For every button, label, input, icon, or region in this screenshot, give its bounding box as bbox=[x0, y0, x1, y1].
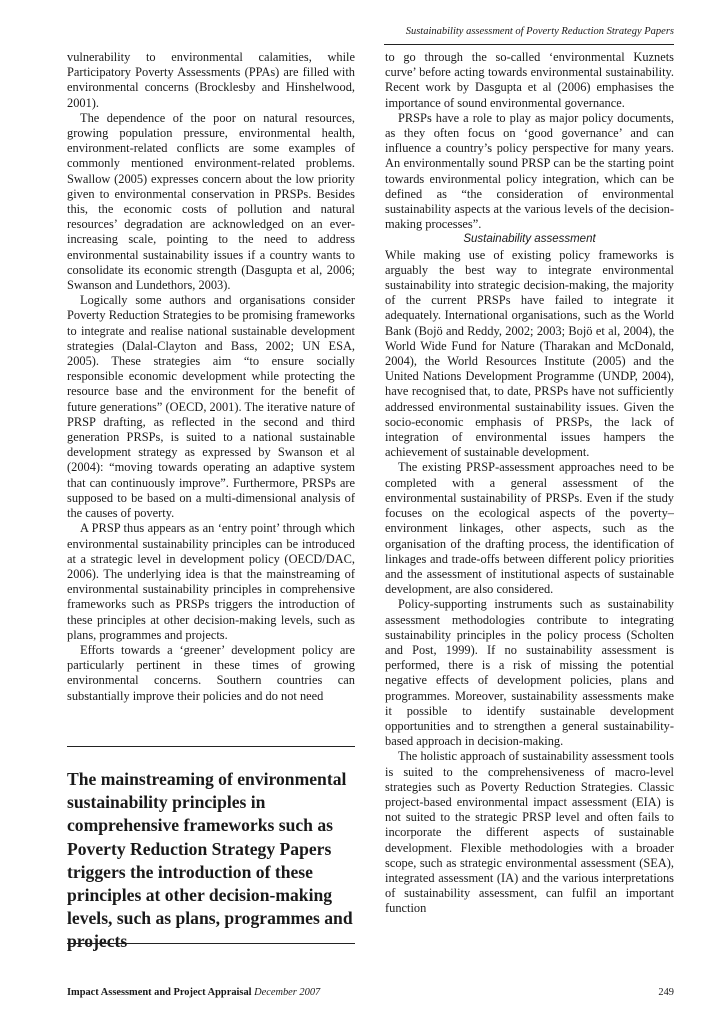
header-rule bbox=[384, 44, 674, 45]
pullquote-top-rule bbox=[67, 746, 355, 747]
right-paragraph-6: The holistic approach of sustainability assessment tools is suited to the comprehensiveness of macro-level strategies such as Poverty Reduction Strategies. Classic project-based environmental impact assessment (EIA) is not suited to the strategic PRSP level and often fails to incorporate the different aspects of sustainable development. Flexible methodologies with a broader scope, such as strategic environmental assessment (SEA), integrated assessment (IA) and the various interpretations of sustainability assessment, can fulfil an important function bbox=[385, 749, 674, 916]
left-paragraph-1: vulnerability to environmental calamities, while Participatory Poverty Assessments (PPAs) are filled with environmental concerns (Brocklesby and Hinshelwood, 2001). bbox=[67, 50, 355, 110]
right-paragraph-3: While making use of existing policy frameworks is arguably the best way to integrate environmental sustainability into strategic decision-making, the majority of the current PRSPs have failed to integrate it adequately. International organisations, such as the World Bank (Bojö and Reddy, 2002; 2003; Bojö et al, 2004), the World Wide Fund for Nature (Tharakan and McDonald, 2004), the World Resources Institute (2005) and the United Nations Development Programme (UNDP, 2004), have recognised that, to date, PRSPs have not sufficiently addressed environmental sustainability issues. Given the socio-economic emphasis of PRSPs, the lack of integration of environmental issues hampers the achievement of sustainable development. bbox=[385, 247, 674, 460]
left-paragraph-5: Efforts towards a ‘greener’ development policy are particularly pertinent in these times of growing environmental concerns. Southern countries can substantially improve their policies and do not need bbox=[67, 642, 355, 703]
footer-journal-title: Impact Assessment and Project Appraisal bbox=[67, 987, 255, 998]
right-paragraph-1: to go through the so-called ‘environmental Kuznets curve’ before acting towards environmental sustainability. Recent work by Dasgupta et al (2006) emphasises the importance of sound environmental governance. bbox=[385, 50, 674, 110]
left-paragraph-2: The dependence of the poor on natural resources, growing population pressure, environmental health, environment-related conflicts are some examples of commonly mentioned environment-related problems. Swallow (2005) expresses concern about the low priority given to environmental conservation in PRSPs. Besides this, the economic costs of pollution and natural resources’ degradation are acknowledged on an ever-increasing scale, pointing to the need to address environmental sustainability issues if a country wants to consolidate its economic strength (Dasgupta et al, 2006; Swanson and Lundethors, 2003). bbox=[67, 110, 355, 293]
running-head: Sustainability assessment of Poverty Reduction Strategy Papers bbox=[405, 26, 674, 37]
left-column bbox=[67, 50, 355, 704]
section-heading: Sustainability assessment bbox=[463, 233, 596, 246]
pullquote-bottom-rule bbox=[67, 943, 355, 944]
right-paragraph-4: The existing PRSP-assessment approaches need to be completed with a general assessment of the environmental sustainability of PRSPs. Even if the study focuses on the ecological aspects of the poverty–environment linkages, other aspects, such as the organisation of the drafting process, the identification of linkages and trade-offs between different policy priorities and the assessment of institutional aspects of sustainable development, are also considered. bbox=[385, 460, 674, 597]
right-paragraph-5: Policy-supporting instruments such as sustainability assessment methodologies contribute to integrating sustainability principles in the policy process (Scholten and Post, 1999). If no sustainability assessment is performed, there is a risk of missing the potential negative effects of development policies, plans and programmes. Moreover, sustainability assessments make it possible to identify sustainable development opportunities and to strengthen a general sustainability-based approach in decision-making. bbox=[385, 597, 674, 749]
left-paragraph-3: Logically some authors and organisations consider Poverty Reduction Strategies to be promising frameworks to integrate and realise national sustainable development strategies (Dalal-Clayton and Bass, 2002; UN ESA, 2005). These strategies aim “to ensure socially responsible economic development while protecting the resource base and the environment for the benefit of future generations” (OECD, 2001). The iterative nature of PRSP drafting, as reflected in the second and third generation PRSPs, is suited to a national sustainable development strategy as expressed by Swanson et al (2004): “moving towards operating an adaptive system that can continuously improve”. Furthermore, PRSPs are supposed to be based on a multi-dimensional analysis of the causes of poverty. bbox=[67, 293, 355, 521]
footer-journal bbox=[67, 987, 320, 998]
page-number: 249 bbox=[658, 987, 674, 998]
right-paragraph-2: PRSPs have a role to play as major policy documents, as they often focus on ‘good governance’ and can influence a country’s policy perspective for many years. An environmentally sound PRSP can be the starting point towards environmental policy integration, which can be defined as “the consideration of environmental sustainability aspects at the various levels of the decision-making processes”. bbox=[385, 110, 674, 232]
footer-date: December 2007 bbox=[254, 987, 321, 998]
left-paragraph-4: A PRSP thus appears as an ‘entry point’ through which environmental sustainability principles can be introduced at a strategic level in development policy (OECD/DAC, 2006). The underlying idea is that the mainstreaming of environmental sustainability principles in comprehensive frameworks such as PRSPs triggers the introduction of these principles at other decision-making levels, such as plans, programmes and projects. bbox=[67, 521, 355, 642]
right-column bbox=[385, 50, 674, 917]
pullquote: The mainstreaming of environmental sustainability principles in comprehensive frameworks such as Poverty Reduction Strategy Papers triggers the introduction of these principles at other decision-making levels, such as plans, programmes and projects bbox=[67, 769, 353, 952]
